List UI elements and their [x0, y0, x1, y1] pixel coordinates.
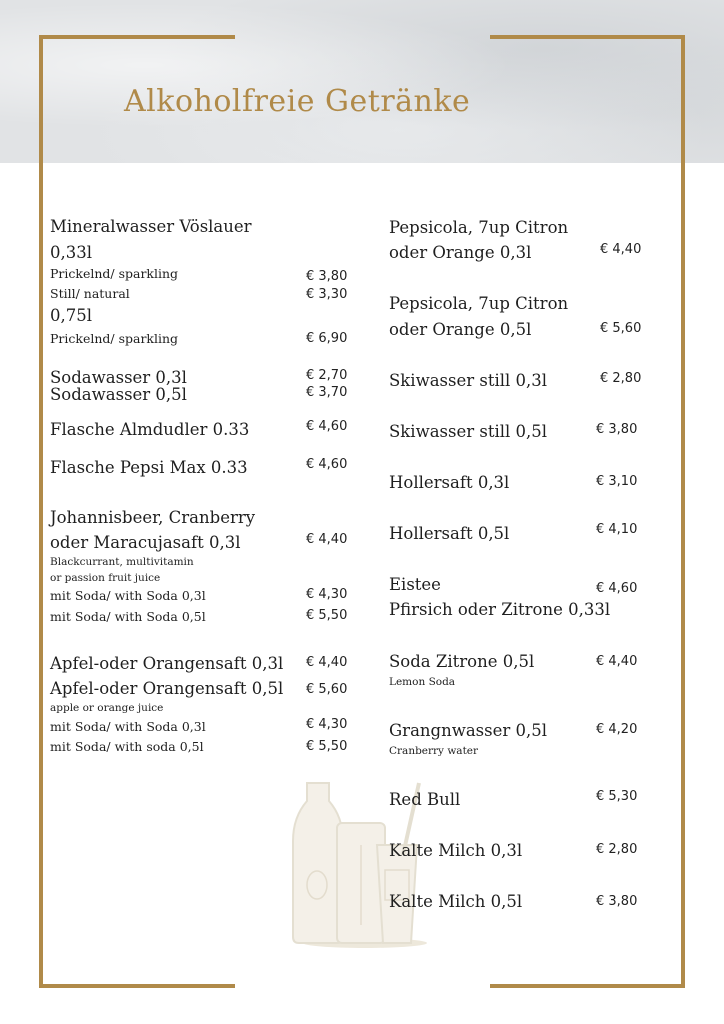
milch-03-price: € 2,80 [596, 842, 638, 857]
juice-soda-05: mit Soda/ with Soda 0,5l [50, 609, 206, 624]
juice-price: € 4,40 [306, 532, 348, 547]
frame-top-left [39, 35, 235, 39]
pepsi-max-name: Flasche Pepsi Max 0.33 [50, 458, 248, 477]
juice-name-line1: Johannisbeer, Cranberry [50, 508, 256, 527]
milch-05-name: Kalte Milch 0,5l [389, 892, 523, 911]
apple-desc: apple or orange juice [50, 702, 164, 714]
soda-zitrone-desc: Lemon Soda [389, 676, 456, 688]
frame-right [681, 35, 685, 988]
eistee-price: € 4,60 [596, 581, 638, 596]
pepsi-05-line2: oder Orange 0,5l [389, 320, 532, 339]
juice-soda-05-price: € 5,50 [306, 608, 348, 623]
soda-zitrone-name: Soda Zitrone 0,5l [389, 652, 535, 671]
mineral-sparkling: Prickelnd/ sparkling [50, 266, 179, 281]
skiwasser-05-name: Skiwasser still 0,5l [389, 422, 548, 441]
mineral-still-price: € 3,30 [306, 287, 348, 302]
redbull-name: Red Bull [389, 790, 461, 809]
header-watercolor-background [0, 0, 724, 163]
pepsi-max-price: € 4,60 [306, 457, 348, 472]
apple-soda-03-price: € 4,30 [306, 717, 348, 732]
pepsi-03-line1: Pepsicola, 7up Citron [389, 218, 569, 237]
soda-03-name: Sodawasser 0,3l [50, 368, 187, 387]
pepsi-05-line1: Pepsicola, 7up Citron [389, 294, 569, 313]
skiwasser-03-price: € 2,80 [600, 371, 642, 386]
juice-desc-line1: Blackcurrant, multivitamin [50, 556, 194, 568]
eistee-line1: Eistee [389, 575, 441, 594]
soda-05-price: € 3,70 [306, 385, 348, 400]
apple-soda-05: mit Soda/ with soda 0,5l [50, 739, 204, 754]
juice-name-line2: oder Maracujasaft 0,3l [50, 533, 241, 552]
mineral-size-033: 0,33l [50, 243, 93, 262]
pepsi-05-price: € 5,60 [600, 321, 642, 336]
skiwasser-05-price: € 3,80 [596, 422, 638, 437]
page-title: Alkoholfreie Getränke [124, 84, 471, 119]
frame-left [39, 35, 43, 988]
apple-03-name: Apfel-oder Orangensaft 0,3l [50, 654, 284, 673]
juice-soda-03-price: € 4,30 [306, 587, 348, 602]
milch-05-price: € 3,80 [596, 894, 638, 909]
mineral-sparkling-075-price: € 6,90 [306, 331, 348, 346]
apple-05-name: Apfel-oder Orangensaft 0,5l [50, 679, 284, 698]
holler-05-price: € 4,10 [596, 522, 638, 537]
soda-03-price: € 2,70 [306, 368, 348, 383]
mineral-sparkling-price: € 3,80 [306, 269, 348, 284]
holler-03-price: € 3,10 [596, 474, 638, 489]
frame-bottom-right [490, 984, 685, 988]
apple-03-price: € 4,40 [306, 655, 348, 670]
soda-zitrone-price: € 4,40 [596, 654, 638, 669]
soda-05-name: Sodawasser 0,5l [50, 385, 187, 404]
apple-soda-05-price: € 5,50 [306, 739, 348, 754]
holler-03-name: Hollersaft 0,3l [389, 473, 510, 492]
grangn-name: Grangnwasser 0,5l [389, 721, 548, 740]
eistee-line2: Pfirsich oder Zitrone 0,33l [389, 600, 611, 619]
mineral-size-075: 0,75l [50, 306, 93, 325]
almdudler-price: € 4,60 [306, 419, 348, 434]
apple-soda-03: mit Soda/ with Soda 0,3l [50, 719, 206, 734]
apple-05-price: € 5,60 [306, 682, 348, 697]
frame-bottom-left [39, 984, 235, 988]
holler-05-name: Hollersaft 0,5l [389, 524, 510, 543]
mineral-sparkling-075: Prickelnd/ sparkling [50, 331, 179, 346]
pepsi-03-line2: oder Orange 0,3l [389, 243, 532, 262]
skiwasser-03-name: Skiwasser still 0,3l [389, 371, 548, 390]
mineral-name: Mineralwasser Vöslauer [50, 217, 252, 236]
grangn-price: € 4,20 [596, 722, 638, 737]
frame-top-right [490, 35, 685, 39]
grangn-desc: Cranberry water [389, 745, 479, 757]
redbull-price: € 5,30 [596, 789, 638, 804]
mineral-still: Still/ natural [50, 286, 130, 301]
milch-03-name: Kalte Milch 0,3l [389, 841, 523, 860]
juice-soda-03: mit Soda/ with Soda 0,3l [50, 588, 206, 603]
pepsi-03-price: € 4,40 [600, 242, 642, 257]
almdudler-name: Flasche Almdudler 0.33 [50, 420, 250, 439]
juice-desc-line2: or passion fruit juice [50, 572, 161, 584]
